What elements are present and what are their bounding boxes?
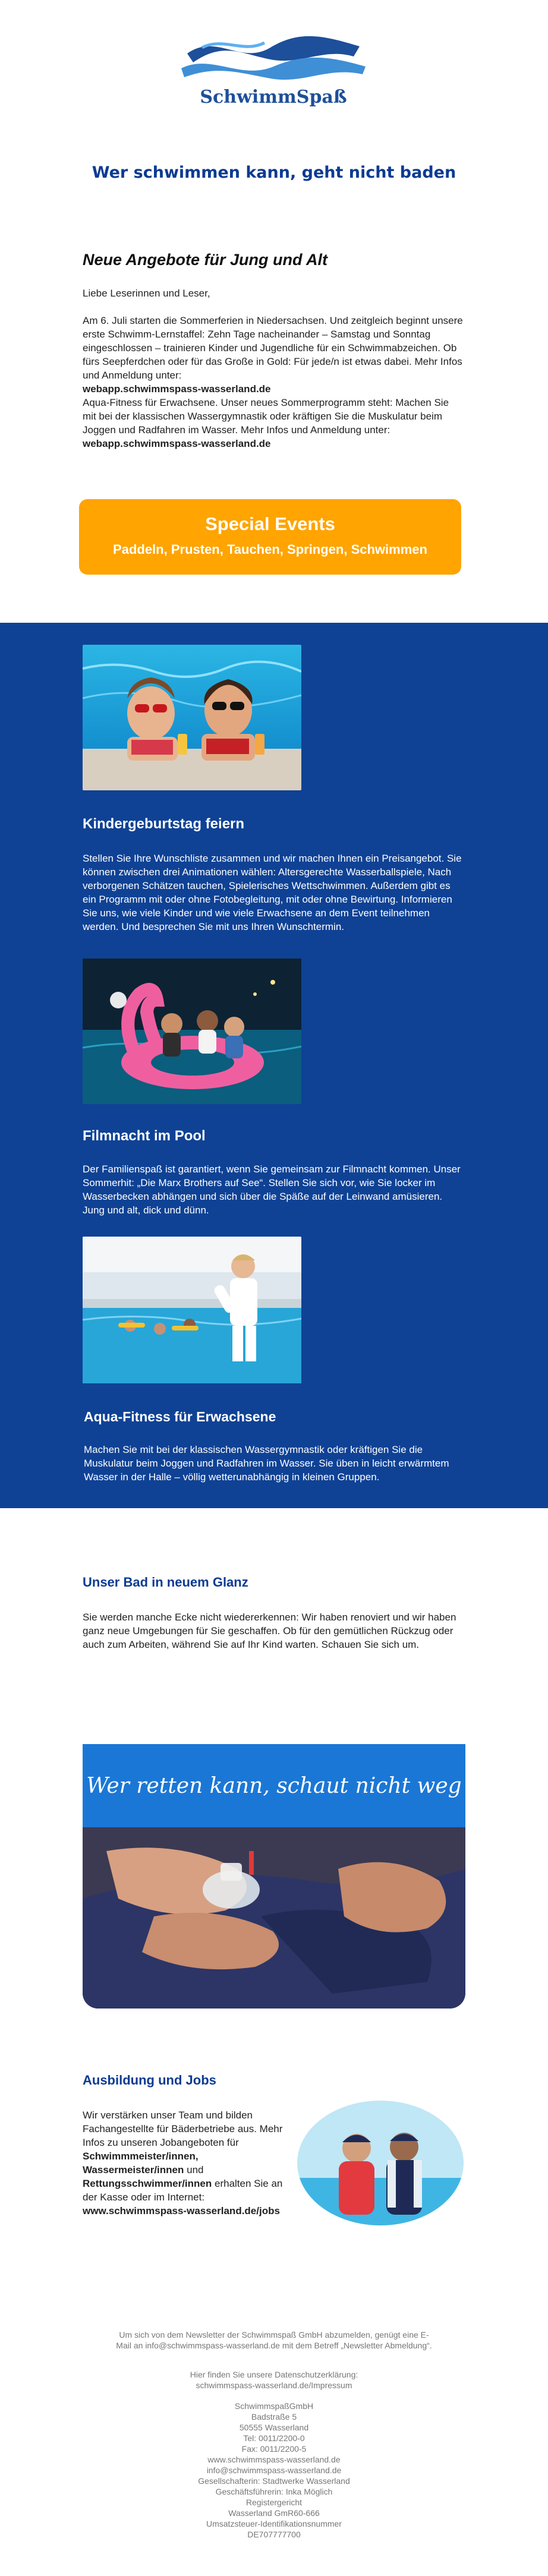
special-events-banner[interactable] [79, 499, 461, 575]
logo-name: SchwimmSpaß [200, 87, 347, 108]
footer-unsubscribe: Um sich von dem Newsletter der Schwimmspaß GmbH abzumelden, genügt eine E-Mail an info@schwimmspass-wasserland.de mit dem Betreff „Newsletter Abmeldung“. [116, 2330, 432, 2350]
intro-link-2[interactable]: webapp.schwimmspass-wasserland.de [83, 438, 271, 449]
aqua-fitness-photo [83, 1237, 301, 1383]
logo[interactable] [175, 30, 371, 116]
jobs-link[interactable]: www.schwimmspass-wasserland.de/jobs [83, 2205, 280, 2216]
footer-company-line: info@schwimmspass-wasserland.de [206, 2465, 342, 2475]
waves-icon [175, 30, 371, 89]
jobs-text: Wir verstärken unser Team und bilden Fachangestellte für Bäderbetriebe aus. Mehr Infos zu unseren Jobangeboten für Schwimmmeister/innen, Wassermeister/innen und Rettungsschwimmer/innen erhalten Sie an der Kasse oder im Internet: www.schwimmspass-wasserland.de/jobs [83, 2110, 283, 2216]
events-section [0, 623, 548, 1508]
intro-title: Neue Angebote für Jung und Alt [83, 251, 327, 269]
footer-company-line: DE707777700 [247, 2530, 301, 2539]
rescue-header [83, 1744, 465, 1827]
bath-title: Unser Bad in neuem Glanz [83, 1575, 248, 1590]
lifeguards-photo [297, 2101, 464, 2225]
movie-night-photo [83, 958, 301, 1104]
special-events-subtitle: Paddeln, Prusten, Tauchen, Springen, Schwimmen [113, 542, 427, 557]
footer-privacy-label: Hier finden Sie unsere Datenschutzerklärung: [190, 2370, 358, 2379]
intro-body [83, 286, 463, 450]
intro-paragraph-2: Aqua-Fitness für Erwachsene. Unser neues Sommerprogramm steht: Machen Sie mit bei der klassischen Wassergymnastik oder kräftigen Sie die Muskulatur beim Joggen und Radfahren im Wasser. Mehr Infos und Anmeldung unter: webapp.schwimmspass-wasserland.de [83, 397, 449, 449]
rescue-headline: Wer retten kann, schaut nicht weg [86, 1774, 462, 1798]
footer-company-line: SchwimmspaßGmbH [234, 2401, 314, 2411]
event-1-text: Stellen Sie Ihre Wunschliste zusammen und wir machen Ihnen ein Preisangebot. Sie können zwischen drei Animationen wählen: Altersgerechte Wasserballspiele, Nach verborgenen Schätzen tauchen, Spielerisches Wettschwimmen. Außerdem gibt es ein Programm mit oder ohne Fotobegleitung, mit oder ohne Bewirtung. Informieren Sie uns, wie viele Kinder und wie viele Erwachsene an dem Event teilnehmen werden. Und besprechen Sie mit uns Ihren Wunschtermin. [83, 853, 462, 932]
footer-company-line: Geschäftsführerin: Inka Möglich [215, 2487, 333, 2496]
intro-link-1[interactable]: webapp.schwimmspass-wasserland.de [83, 383, 271, 395]
footer-company-info [0, 2401, 548, 2540]
bath-text: Sie werden manche Ecke nicht wiedererkennen: Wir haben renoviert und wir haben ganz neue Umgebungen für Sie geschaffen. Ob für den gemütlichen Rückzug oder auch zum Arbeiten, während Sie auf Ihr Kind warten. Schauen Sie sich um. [83, 1612, 456, 1650]
footer-company-line: Badstraße 5 [251, 2412, 297, 2421]
event-1-title: Kindergeburtstag feiern [83, 816, 245, 832]
kids-birthday-photo [83, 645, 301, 790]
footer-company-line: Fax: 0011/2200-5 [241, 2444, 307, 2454]
footer-company-line: Gesellschafterin: Stadtwerke Wasserland [198, 2476, 350, 2486]
footer-company-line: Umsatzsteuer-Identifikationsnummer [206, 2519, 342, 2528]
footer-privacy-link[interactable]: schwimmspass-wasserland.de/Impressum [196, 2380, 352, 2390]
event-2-title: Filmnacht im Pool [83, 1128, 206, 1144]
slogan: Wer schwimmen kann, geht nicht baden [92, 163, 456, 182]
footer-company-line: Wasserland GmR60-666 [228, 2508, 320, 2518]
footer-company-line: Registergericht [245, 2498, 303, 2507]
rescue-card [83, 1744, 465, 2009]
jobs-title: Ausbildung und Jobs [83, 2073, 216, 2088]
footer-company-line: Tel: 0011/2200-0 [243, 2433, 305, 2443]
event-3-text: Machen Sie mit bei der klassischen Wassergymnastik oder kräftigen Sie die Muskulatur beim Joggen und Radfahren im Wasser. Sie üben in leicht erwärmtem Wasser in der Halle – völlig wetterunabhängig in kleinen Gruppen. [84, 1444, 449, 1483]
special-events-title: Special Events [205, 513, 335, 534]
event-2-text: Der Familienspaß ist garantiert, wenn Sie gemeinsam zur Filmnacht kommen. Unser Sommerhit: „Die Marx Brothers auf See“. Stellen Sie sich vor, wie Sie locker im Wasserbecken abhängen und sich über die Späße auf der Leinwand amüsieren. Jung und alt, dick und dünn. [83, 1164, 461, 1216]
footer-company-line: www.schwimmspass-wasserland.de [207, 2455, 341, 2464]
footer-company-line: 50555 Wasserland [239, 2423, 309, 2432]
intro-paragraph-1: Am 6. Juli starten die Sommerferien in Niedersachsen. Und zeitgleich beginnt unsere erste Schwimm-Lernstaffel: Zehn Tage nacheinander – Samstag und Sonntag eingeschlossen – trainieren Kinder und Jugendliche für ein Schwimmabzeichen. Ob fürs Seepferdchen oder für das Große in Gold: Für jede/n ist etwas dabei. Mehr Infos und Anmeldung unter: webapp.schwimmspass-wasserland.de [83, 315, 463, 395]
cpr-photo [83, 1827, 465, 2009]
event-3-title: Aqua-Fitness für Erwachsene [84, 1409, 276, 1424]
greeting: Liebe Leserinnen und Leser, [83, 288, 210, 299]
